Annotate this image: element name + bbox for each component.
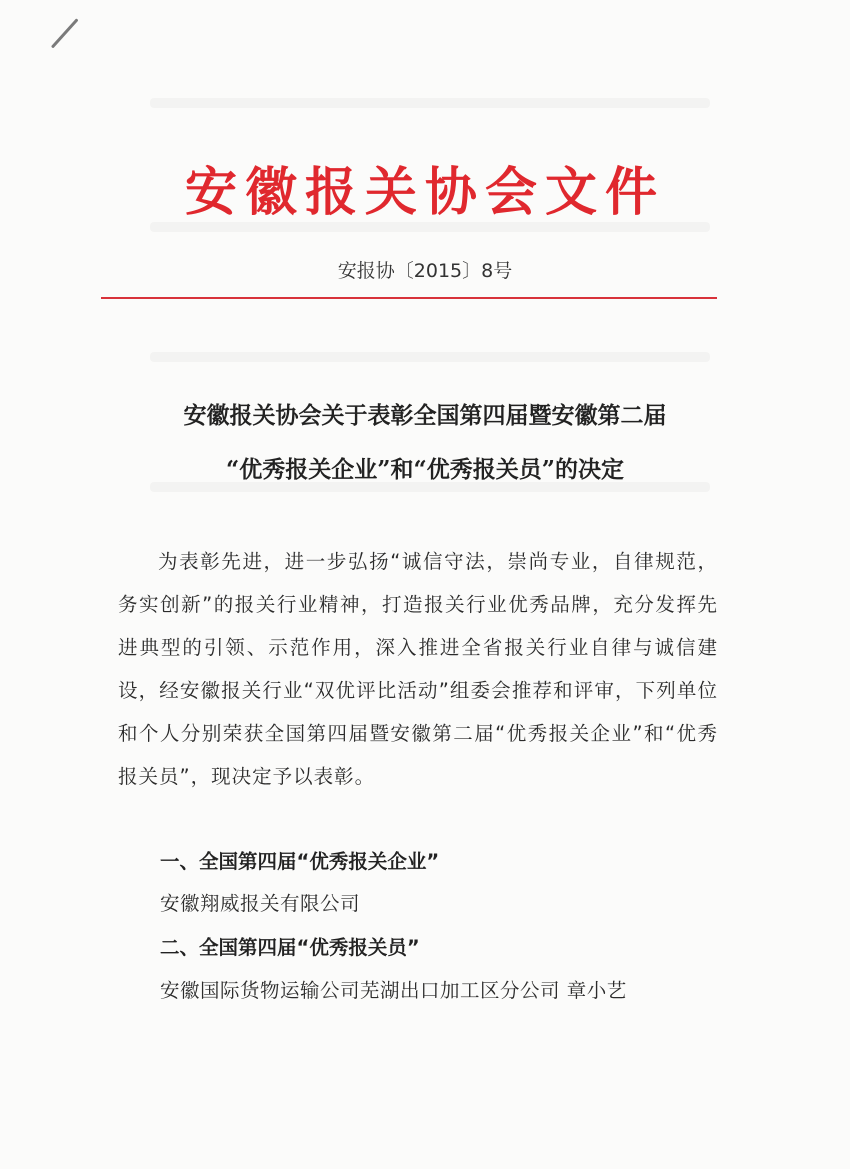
document-number: 安报协〔2015〕8号: [337, 260, 513, 282]
document-title-line1: 安徽报关协会关于表彰全国第四届暨安徽第二届: [183, 402, 667, 429]
awardee-declarant: 安徽国际货物运输公司芜湖出口加工区分公司 章小艺: [160, 979, 627, 1002]
document-title-line2: “优秀报关企业”和“优秀报关员”的决定: [226, 456, 624, 483]
section-heading-declarant: 二、全国第四届“优秀报关员”: [160, 936, 420, 959]
staple-mark: [51, 18, 79, 48]
awardee-enterprise: 安徽翔威报关有限公司: [160, 892, 361, 915]
bleed-through-shadow: [150, 352, 710, 362]
org-header-title: 安徽报关协会文件: [184, 162, 665, 223]
bleed-through-shadow: [150, 98, 710, 108]
red-separator-line: [101, 297, 717, 299]
body-paragraph: 为表彰先进，进一步弘扬“诚信守法，崇尚专业，自律规范，务实创新”的报关行业精神，打造报关行业优秀品牌，充分发挥先进典型的引领、示范作用，深入推进全省报关行业自律与诚信建设，经安徽报关行业“双优评比活动”组委会推荐和评审，下列单位和个人分别荣获全国第四届暨安徽第二届“优秀报关企业”和“优秀报关员”，现决定予以表彰。: [118, 550, 718, 788]
section-heading-enterprise: 一、全国第四届“优秀报关企业”: [160, 850, 440, 873]
